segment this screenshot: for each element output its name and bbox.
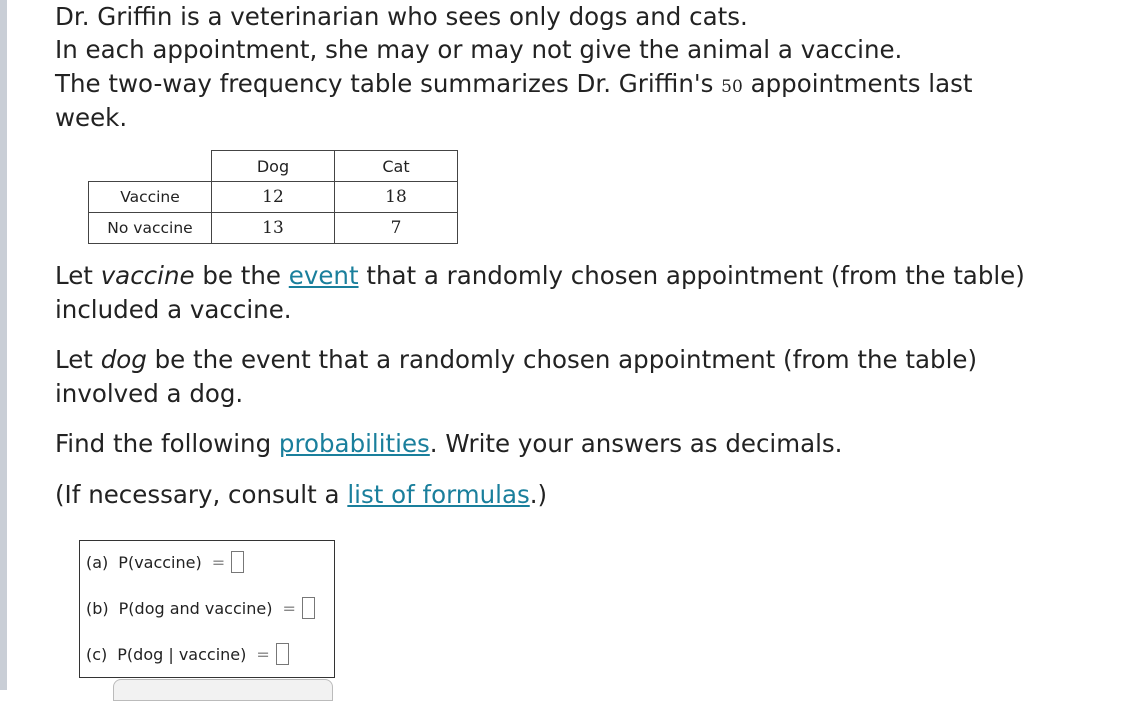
intro-line-3-post: appointments last <box>742 69 973 98</box>
para1-pre: Let <box>55 261 101 290</box>
intro-line-2: In each appointment, she may or may not give the animal a vaccine. <box>55 35 903 64</box>
para1-line-1 <box>55 261 1025 291</box>
cell-vaccine-cat: 18 <box>335 182 458 213</box>
para2-pre: Let <box>55 345 101 374</box>
intro-line-4: week. <box>55 103 128 132</box>
table-header-row <box>89 151 458 182</box>
para2-line-2: involved a dog. <box>55 379 244 408</box>
probabilities-link[interactable]: probabilities <box>278 429 430 458</box>
answer-c-input[interactable] <box>276 643 289 665</box>
intro-line-1: Dr. Griffin is a veterinarian who sees only dogs and cats. <box>55 2 748 31</box>
row-label-vaccine: Vaccine <box>89 182 212 213</box>
table-row <box>89 182 458 213</box>
button-bar-peek[interactable] <box>113 679 333 701</box>
intro-line-3 <box>55 69 972 102</box>
col-header-cat: Cat <box>335 151 458 182</box>
table-row <box>89 213 458 244</box>
intro-line-3-pre: The two-way frequency table summarizes Dr. Griffin's <box>55 69 722 98</box>
appointment-count: 50 <box>721 77 743 97</box>
question-b-label: (b) <box>86 598 109 618</box>
question-a-label: (a) <box>86 552 109 572</box>
para1-mid: be the <box>194 261 289 290</box>
question-b-equals: = <box>282 598 296 618</box>
question-a-expr: P(vaccine) <box>118 552 202 572</box>
cell-novaccine-cat: 7 <box>335 213 458 244</box>
para2-post: be the event that a randomly chosen appointment (from the table) <box>146 345 978 374</box>
cell-vaccine-dog: 12 <box>212 182 335 213</box>
answer-b-input[interactable] <box>302 597 315 619</box>
question-b-expr: P(dog and vaccine) <box>118 598 273 618</box>
answer-box <box>79 540 335 678</box>
row-label-no-vaccine: No vaccine <box>89 213 212 244</box>
consult-pre: (If necessary, consult a <box>55 480 348 509</box>
consult-post: .) <box>529 480 548 509</box>
frequency-table <box>88 150 458 244</box>
answer-a-input[interactable] <box>231 551 244 573</box>
question-c <box>86 643 289 665</box>
para2-line-1 <box>55 345 977 375</box>
para1-var: vaccine <box>100 261 195 290</box>
find-line <box>55 429 842 459</box>
para1-post: that a randomly chosen appointment (from the table) <box>358 261 1025 290</box>
question-a <box>86 551 244 573</box>
question-c-expr: P(dog | vaccine) <box>117 644 247 664</box>
consult-line <box>55 480 547 510</box>
question-b <box>86 597 315 619</box>
cell-novaccine-dog: 13 <box>212 213 335 244</box>
para1-line-2: included a vaccine. <box>55 295 292 324</box>
left-edge-bar <box>0 0 7 690</box>
list-of-formulas-link[interactable]: list of formulas <box>347 480 530 509</box>
find-pre: Find the following <box>55 429 279 458</box>
event-link[interactable]: event <box>288 261 359 290</box>
question-a-equals: = <box>211 552 226 572</box>
col-header-dog: Dog <box>212 151 335 182</box>
find-post: . Write your answers as decimals. <box>429 429 843 458</box>
table-corner <box>89 151 212 182</box>
question-c-equals: = <box>256 644 270 664</box>
para2-var: dog <box>100 345 147 374</box>
question-c-label: (c) <box>86 644 108 664</box>
